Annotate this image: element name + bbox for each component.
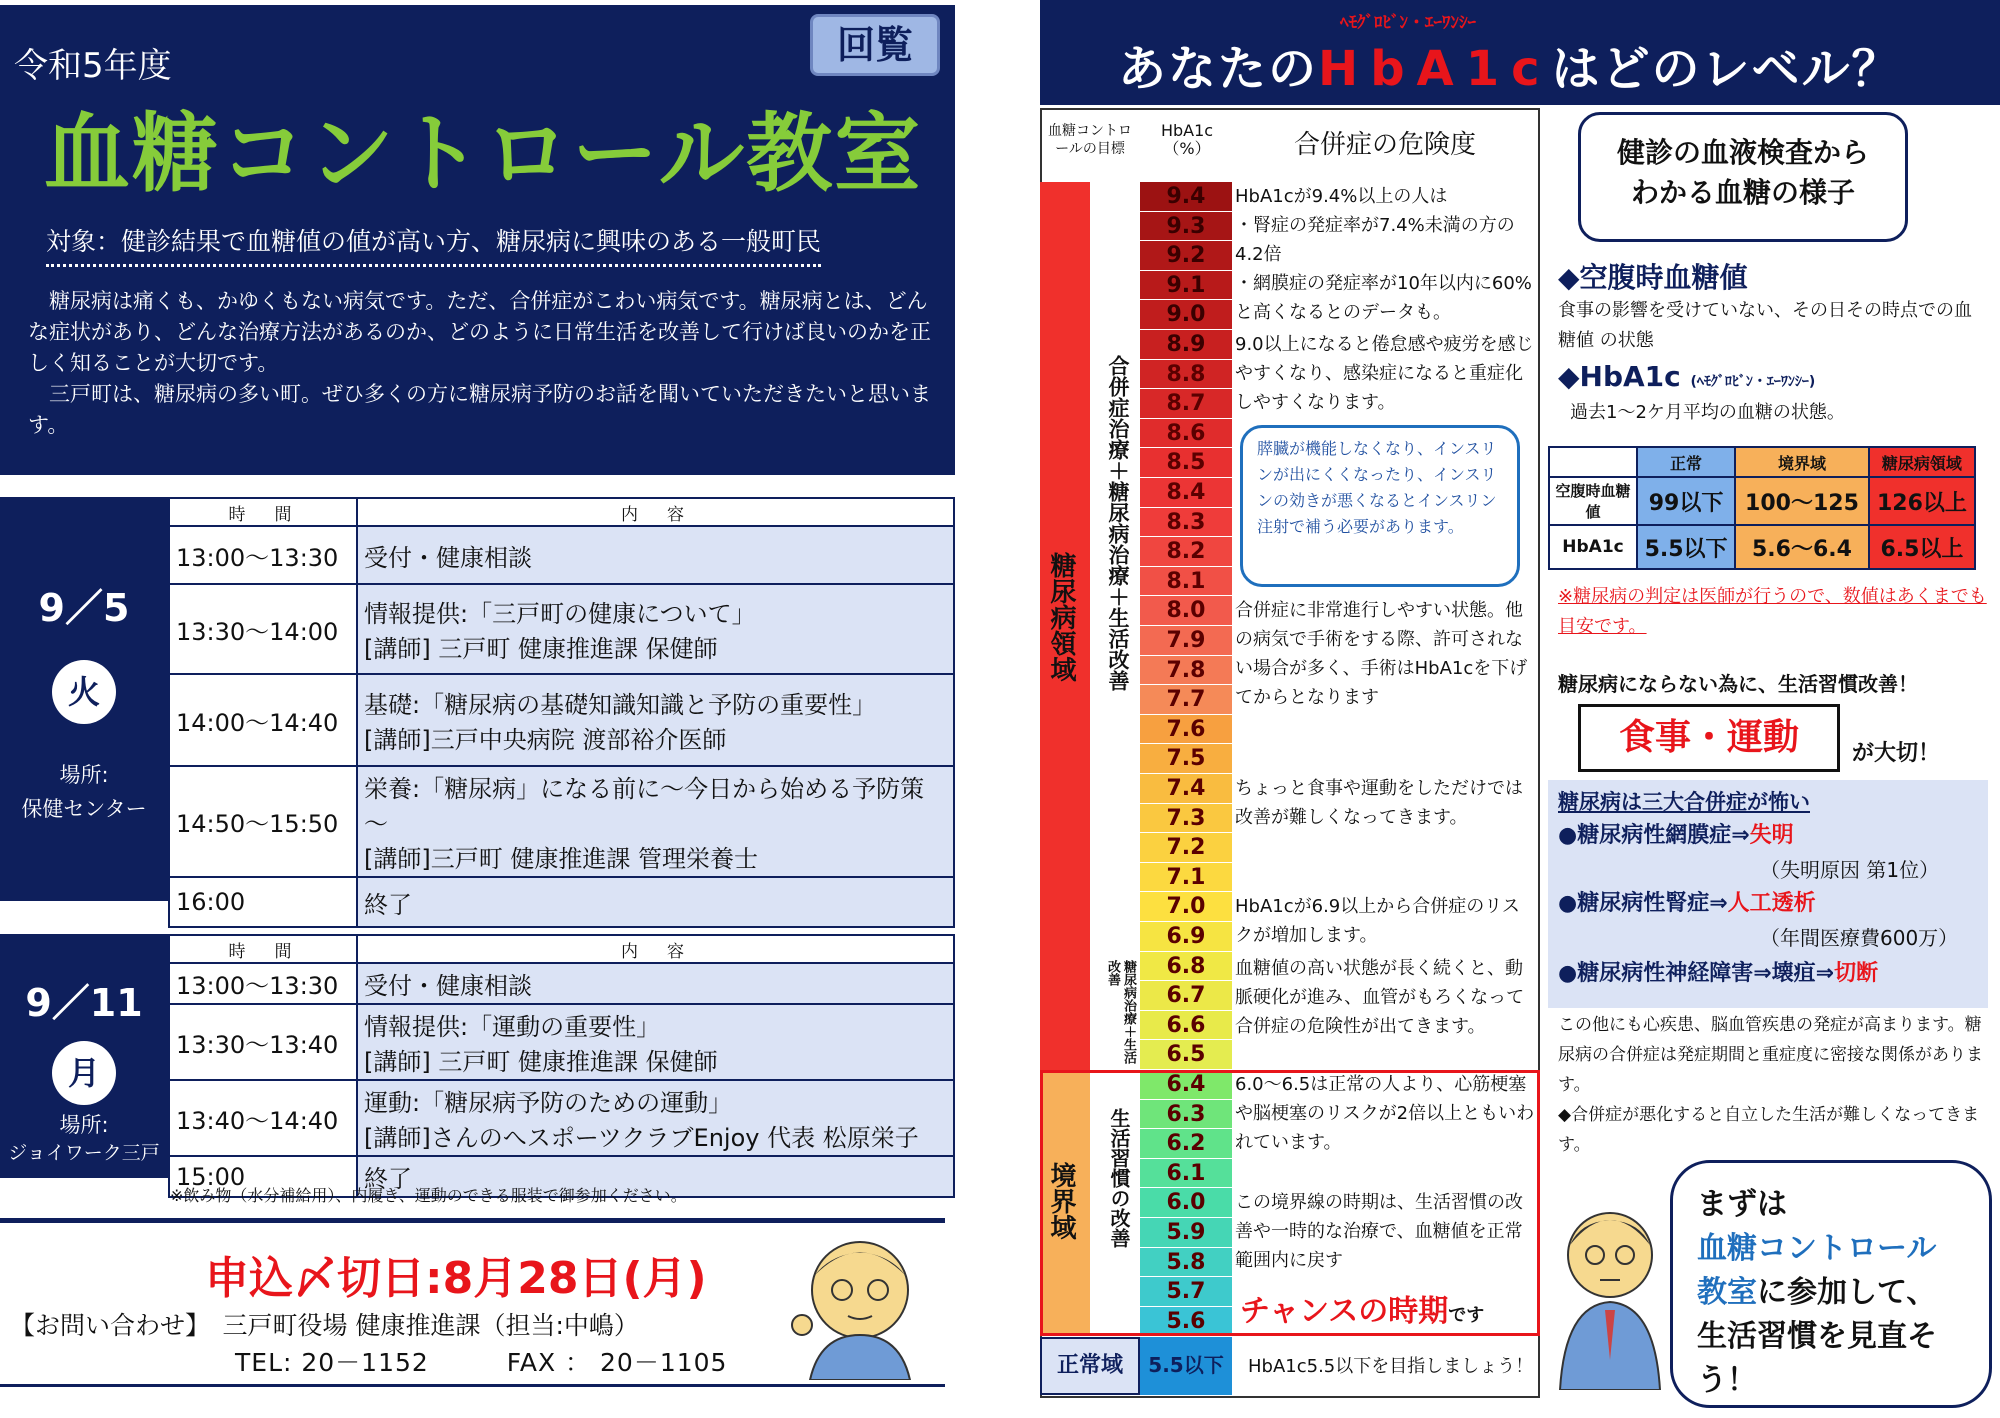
table-row: [169, 1080, 954, 1156]
goal-lifestyle: 生活習慣の改善: [1107, 1108, 1131, 1248]
day2-date: 9／11: [25, 981, 143, 1025]
cta-highlight: 教室: [1697, 1275, 1757, 1310]
row-time: 13:30～14:00: [169, 584, 357, 674]
other-risks: この他にも心疾患、脳血管疾患の発症が高まります。糖尿病の合併症は発症期間と重症度に密接な関係があります。: [1558, 1015, 1983, 1095]
row-time: 13:40～14:40: [169, 1080, 357, 1156]
day1-date: 9／5: [38, 586, 130, 630]
pancreas-bubble: 膵臓が機能しなくなり、インスリンが出にくくなったり、インスリンの効きが悪くなるとインスリン注射で補う必要があります。: [1240, 425, 1520, 587]
title-hba1c: HbA1c: [1318, 41, 1552, 97]
hba1c-level-8.7: 8.7: [1140, 389, 1232, 419]
normal-zone: 正常域: [1040, 1337, 1140, 1395]
row-time: 14:00～14:40: [169, 674, 357, 766]
contact-info: 【お問い合わせ】 三戸町役場 健康推進課（担当:中嶋）: [10, 1311, 639, 1340]
row-content: [357, 877, 954, 927]
circulation-badge: 回覧: [810, 14, 940, 76]
hba1c-level-6.9: 6.9: [1140, 922, 1232, 952]
table-row: [1549, 525, 1975, 569]
diet-exercise-box: 食事・運動: [1578, 704, 1840, 772]
hba1c-level-9.1: 9.1: [1140, 271, 1232, 301]
hba1c-level-7.6: 7.6: [1140, 715, 1232, 745]
attendance-note: ※飲み物（水分補給用）、内履き、運動のできる服装で御参加ください。: [170, 1186, 687, 1205]
normal-value: 5.5以下: [1140, 1337, 1232, 1395]
row-line: [講師]さんのへスポーツクラブEnjoy 代表 松原栄子: [364, 1124, 919, 1152]
complications-title: 糖尿病は三大合併症が怖い: [1558, 790, 1810, 814]
row-line: [講師] 三戸町 健康推進課 保健師: [364, 635, 718, 663]
row-time: 13:30～13:40: [169, 1004, 357, 1080]
risk-desc-6: 血糖値の高い状態が長く続くと、動脈硬化が進み、血管がもろくなって合併症の危険性が出てきます。: [1235, 958, 1525, 1037]
desc-line: ・網膜症の発症率が10年以内に60%と高くなるとのデータも。: [1235, 273, 1532, 323]
page-title: 血糖コントロール教室: [44, 104, 923, 204]
ref-header-normal: 正常: [1637, 447, 1735, 477]
day2-date-box: [0, 934, 168, 1178]
normal-goal-text: HbA1c5.5以下を目指しましょう！: [1248, 1356, 1534, 1377]
hba1c-ruby: (ﾍﾓｸﾞﾛﾋﾞﾝ・ｴｰﾜﾝｼｰ): [1690, 374, 1816, 390]
ref-cell: HbA1c: [1549, 525, 1637, 569]
complication-name: ●糖尿病性腎症⇒: [1558, 891, 1728, 916]
row-time: 13:00～13:30: [169, 526, 357, 584]
day1-weekday: 火: [52, 660, 116, 724]
intro-paragraph-1: 糖尿病は痛くも、かゆくもない病気です。ただ、合併症がこわい病気です。糖尿病とは、どんな症状があり、どんな治療方法があるのか、どのように日常生活を改善して行けば良いのかを正しく知ることが大切です。: [28, 289, 931, 375]
hba1c-level-8.1: 8.1: [1140, 567, 1232, 597]
application-deadline: 申込〆切日:8月28日(月): [205, 1253, 707, 1304]
hba1c-level-7.1: 7.1: [1140, 863, 1232, 893]
ref-cell: 5.5以下: [1637, 525, 1735, 569]
hba1c-level-6.1: 6.1: [1140, 1159, 1232, 1189]
row-content: [357, 963, 954, 1004]
row-content: [357, 1080, 954, 1156]
table-row: [169, 877, 954, 927]
title-part: あなたの: [1118, 41, 1319, 97]
cta-line: まずは: [1697, 1187, 1787, 1222]
phone-fax: TEL: 20－1152 FAX ： 20－1105: [235, 1348, 728, 1377]
ref-cell: 6.5以上: [1869, 525, 1975, 569]
ref-cell: 99以下: [1637, 477, 1735, 525]
hba1c-level-8.6: 8.6: [1140, 419, 1232, 449]
table-row: [169, 584, 954, 674]
row-line: 終了: [364, 890, 412, 919]
ref-header-diabetes: 糖尿病領域: [1869, 447, 1975, 477]
risk-desc-3: 合併症に非常進行しやすい状態。他の病気で手術をする際、許可されない場合が多く、手術はHbA1cを下げてからとなります: [1235, 600, 1528, 708]
doctor-illustration-right: [1550, 1200, 1670, 1390]
hba1c-label: ◆HbA1c: [1558, 360, 1681, 393]
goal-diabetes-treatment: 糖尿病治療＋生活改善: [1105, 960, 1136, 1064]
hba1c-level-5.7: 5.7: [1140, 1277, 1232, 1307]
zone-label: 糖尿病領域: [1046, 552, 1076, 682]
reference-table: [1548, 446, 1976, 570]
hba1c-level-7.3: 7.3: [1140, 804, 1232, 834]
chance-suffix: です: [1448, 1305, 1485, 1326]
ref-cell: 126以上: [1869, 477, 1975, 525]
complication-nephropathy: [1558, 886, 1988, 917]
ref-cell: 100～125: [1735, 477, 1869, 525]
risk-desc-1: [1235, 182, 1535, 327]
cta-highlight: 血糖コントロール: [1697, 1231, 1937, 1266]
desc-line: HbA1cが9.4%以上の人は: [1235, 186, 1448, 207]
hba1c-level-8.3: 8.3: [1140, 508, 1232, 538]
hba1c-level-5.6: 5.6: [1140, 1307, 1232, 1337]
day2-schedule-table: [168, 934, 955, 1198]
day1-venue-label: 場所:: [59, 763, 109, 787]
complication-result: 失明: [1749, 823, 1794, 848]
disclaimer: ※糖尿病の判定は医師が行うので、数値はあくまでも目安です。: [1558, 586, 1987, 637]
title-part: はどのレベル？: [1551, 41, 1902, 97]
blood-test-bubble: 健診の血液検査からわかる血糖の様子: [1578, 112, 1908, 242]
time-header: 時 間: [169, 935, 357, 963]
table-row: [169, 1004, 954, 1080]
complication-neuropathy: [1558, 956, 1988, 987]
row-line: 終了: [364, 1165, 412, 1193]
cta-line: に参加して、生活習慣を見直そう！: [1697, 1275, 1937, 1398]
hba1c-title-info: [1558, 360, 1988, 393]
complication-result: 人工透析: [1727, 891, 1816, 916]
fbs-description: 食事の影響を受けていない、その日その時点での血糖値 の状態: [1558, 300, 1972, 351]
fiscal-year: 令和5年度: [14, 46, 172, 86]
doctor-illustration-left: [770, 1230, 940, 1380]
time-header: 時 間: [169, 498, 357, 526]
ref-header-borderline: 境界域: [1735, 447, 1869, 477]
row-line: 運動:「糖尿病予防のための運動」: [364, 1089, 733, 1117]
divider: [0, 1384, 945, 1387]
desc-line: ・腎症の発症率が7.4%未満の方の4.2倍: [1235, 215, 1515, 265]
row-content: [357, 526, 954, 584]
hba1c-level-5.8: 5.8: [1140, 1248, 1232, 1278]
complication-result: 切断: [1834, 961, 1879, 986]
intro-text: [28, 286, 938, 441]
complication-retinopathy: [1558, 818, 1988, 849]
row-content: [357, 1004, 954, 1080]
intro-paragraph-2: 三戸町は、糖尿病の多い町。ぜひ多くの方に糖尿病予防のお話を聞いていただきたいと思います。: [28, 382, 931, 437]
hba1c-level-9.3: 9.3: [1140, 212, 1232, 242]
hba1c-level-7.8: 7.8: [1140, 656, 1232, 686]
row-line: 情報提供:「三戸町の健康について」: [364, 600, 756, 628]
hba1c-level-6.2: 6.2: [1140, 1129, 1232, 1159]
complication-name: ●糖尿病性神経障害⇒壊疽⇒: [1558, 961, 1835, 986]
chance-label: チャンスの時期: [1240, 1294, 1449, 1329]
hba1c-level-8.2: 8.2: [1140, 537, 1232, 567]
row-line: 受付・健康相談: [364, 543, 532, 572]
row-content: [357, 766, 954, 877]
ref-cell: 空腹時血糖値: [1549, 477, 1637, 525]
independence-warning: ◆合併症が悪化すると自立した生活が難しくなってきます。: [1558, 1105, 1980, 1155]
row-time: 13:00～13:30: [169, 963, 357, 1004]
hba1c-level-6.3: 6.3: [1140, 1100, 1232, 1130]
table-row: [1549, 477, 1975, 525]
chance-period: [1240, 1286, 1484, 1330]
hba1c-level-6.7: 6.7: [1140, 981, 1232, 1011]
table-row: [169, 963, 954, 1004]
risk-desc-2: 9.0以上になると倦怠感や疲労を感じやすくなり、感染症になると重症化しやすくなります。: [1235, 334, 1534, 413]
risk-desc-7: 6.0～6.5は正常の人より、心筋梗塞や脳梗塞のリスクが2倍以上ともいわれています。: [1235, 1074, 1535, 1153]
content-header: 内 容: [357, 935, 954, 963]
diabetes-zone: [1040, 182, 1090, 1072]
call-to-action-bubble: [1670, 1160, 1992, 1408]
column-header-risk: 合併症の危険度: [1293, 130, 1476, 160]
hba1c-level-7.7: 7.7: [1140, 685, 1232, 715]
hba1c-level-7.2: 7.2: [1140, 833, 1232, 863]
risk-desc-4: ちょっと食事や運動をしただけでは改善が難しくなってきます。: [1235, 778, 1523, 828]
goal-complication-treatment: 合併症治療＋糖尿病治療＋生活改善: [1106, 355, 1130, 691]
hba1c-level-8.9: 8.9: [1140, 330, 1232, 360]
complication-name: ●糖尿病性網膜症⇒: [1558, 823, 1750, 848]
day1-venue: 保健センター: [21, 797, 147, 821]
row-line: [講師]三戸町 健康推進課 管理栄養士: [364, 845, 758, 873]
day2-weekday: 月: [52, 1041, 116, 1105]
table-row: [169, 766, 954, 877]
target-audience: 対象：健診結果で血糖値の値が高い方、糖尿病に興味のある一般町民: [46, 222, 821, 267]
zone-label: 境界域: [1046, 1162, 1076, 1240]
hba1c-reading: ﾍﾓｸﾞﾛﾋﾞﾝ・ｴｰﾜﾝｼｰ: [1340, 13, 1476, 33]
hba1c-level-6.6: 6.6: [1140, 1011, 1232, 1041]
hba1c-level-7.0: 7.0: [1140, 892, 1232, 922]
row-line: 栄養:「糖尿病」になる前に～今日から始める予防策～: [364, 775, 925, 838]
hba1c-level-6.5: 6.5: [1140, 1040, 1232, 1070]
day1-date-box: [0, 497, 168, 901]
column-header-goal: 血糖コントロールの目標: [1048, 123, 1132, 157]
row-line: [講師] 三戸町 健康推進課 保健師: [364, 1048, 718, 1076]
fbs-title: ◆空腹時血糖値: [1558, 261, 1748, 294]
row-line: 基礎:「糖尿病の基礎知識知識と予防の重要性」: [364, 691, 877, 719]
row-line: [講師]三戸中央病院 渡部裕介医師: [364, 726, 727, 754]
day2-venue-label: 場所:: [59, 1113, 109, 1137]
hba1c-level-9.4: 9.4: [1140, 182, 1232, 212]
row-time: 14:50～15:50: [169, 766, 357, 877]
ref-header: [1549, 447, 1637, 477]
hba1c-level-9.2: 9.2: [1140, 241, 1232, 271]
prevention-heading: 糖尿病にならない為に、生活習慣改善！: [1558, 672, 1918, 696]
risk-desc-8: この境界線の時期は、生活習慣の改善や一時的な治療で、血糖値を正常範囲内に戻す: [1235, 1192, 1523, 1271]
hba1c-level-7.4: 7.4: [1140, 774, 1232, 804]
hba1c-level-7.9: 7.9: [1140, 626, 1232, 656]
day1-schedule-table: [168, 497, 955, 928]
hba1c-level-7.5: 7.5: [1140, 744, 1232, 774]
hba1c-level-8.4: 8.4: [1140, 478, 1232, 508]
hba1c-level-8.8: 8.8: [1140, 360, 1232, 390]
complication-note: （失明原因 第1位）: [1760, 858, 1940, 882]
row-content: [357, 674, 954, 766]
row-line: 受付・健康相談: [364, 972, 532, 1000]
important-text: が大切！: [1852, 741, 1941, 766]
hba1c-level-9.0: 9.0: [1140, 300, 1232, 330]
content-header: 内 容: [357, 498, 954, 526]
row-line: 情報提供:「運動の重要性」: [364, 1013, 661, 1041]
hba1c-title: [1118, 30, 1902, 99]
row-content: [357, 584, 954, 674]
complication-note: （年間医療費600万）: [1760, 926, 1959, 950]
hba1c-level-8.0: 8.0: [1140, 596, 1232, 626]
hba1c-level-8.5: 8.5: [1140, 448, 1232, 478]
table-row: [169, 674, 954, 766]
row-time: 16:00: [169, 877, 357, 927]
hba1c-level-6.8: 6.8: [1140, 952, 1232, 982]
risk-desc-5: HbA1cが6.9以上から合併症のリスクが増加します。: [1235, 896, 1520, 946]
ref-cell: 5.6～6.4: [1735, 525, 1869, 569]
column-header-hba1c: HbA1c（%）: [1160, 121, 1214, 158]
table-row: [169, 526, 954, 584]
divider: [0, 1218, 945, 1223]
hba1c-level-6.0: 6.0: [1140, 1188, 1232, 1218]
hba1c-level-6.4: 6.4: [1140, 1070, 1232, 1100]
row-time: 15:00: [169, 1156, 357, 1197]
day2-venue: ジョイワーク三戸: [8, 1142, 160, 1164]
hba1c-level-5.9: 5.9: [1140, 1218, 1232, 1248]
hba1c-description: 過去1～2ケ月平均の血糖の状態。: [1570, 402, 1845, 423]
